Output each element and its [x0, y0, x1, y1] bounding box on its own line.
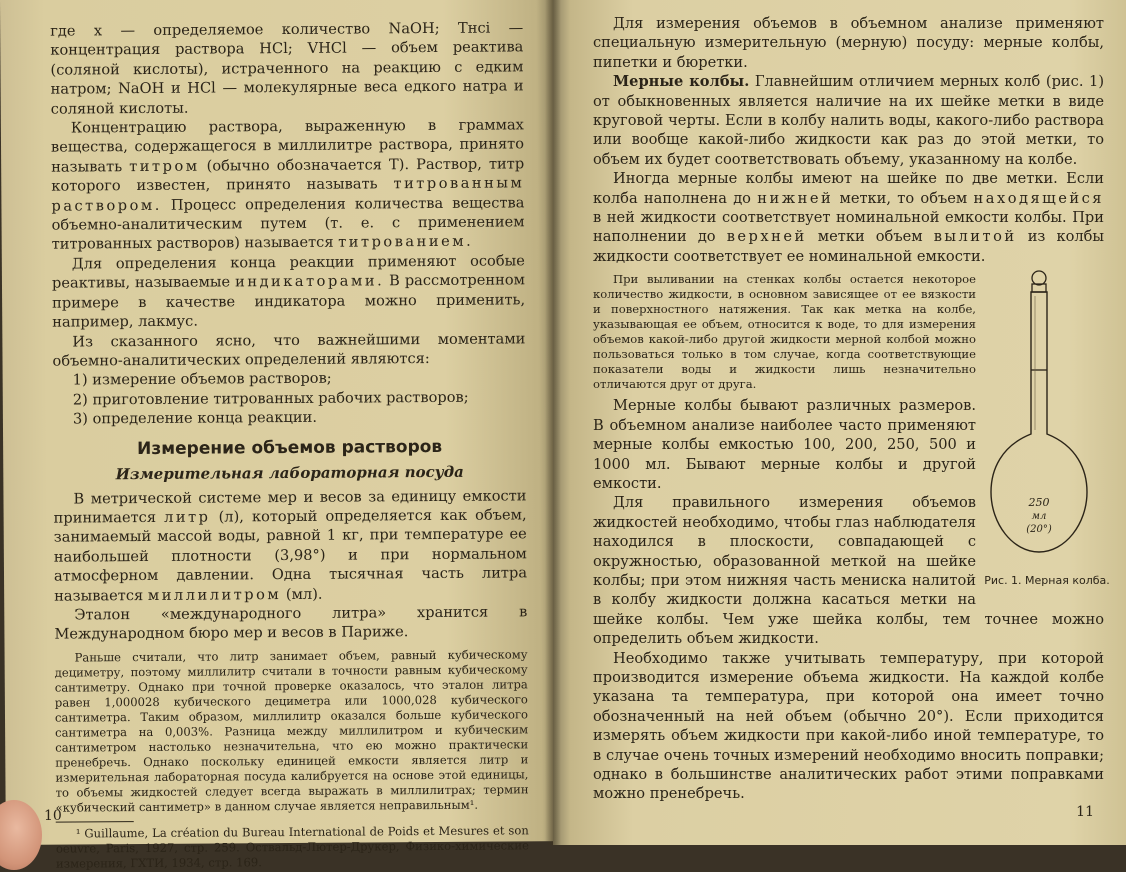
steps-list [53, 368, 526, 430]
volumetric-flask-illustration [991, 270, 1103, 570]
titer-paragraph [51, 115, 525, 254]
term-titer: титром [129, 157, 200, 175]
term-lower: нижней [757, 189, 834, 207]
footnote-divider [56, 821, 134, 823]
section-heading: Измерение объемов растворов [137, 436, 443, 459]
text-span: Процесс определения количества вещества объемно-аналитическим путем (т. е. с применением титрованных растворов) называется [51, 194, 525, 254]
text-span: метки, то объем [839, 189, 968, 207]
intro-paragraph: где x — определяемое количество NaOH; Tнсi — концентрация раствора HCl; VHCl — объем реактива (соляной кислоты), истраченного на реакцию с едким натром; NaOH и HCl — молекулярные веса едкого натра и соляной кислоты. [50, 19, 524, 118]
term-poured: вылитой [933, 228, 1017, 246]
moments-paragraph: Из сказанного ясно, что важнейшими моментами объемно-аналитических определений являются: [52, 329, 526, 370]
text-span: из колбы жидкости соответствует ее номинальной емкости. [593, 228, 1105, 265]
small-print-paragraph: Раньше считали, что литр занимает объем, равный кубическому дециметру, поэтому миллилитр считали в точности равным кубическому сантиметру. Однако при точной проверке оказалось, что эталон литра равен 1,000028 кубического дециметра или 1000,028 кубического сантиметра. Таким образом, миллилитр оказался больше кубического сантиметра на 0,003%. Разница между миллилитром и кубическим сантиметром настолько незначительна, что ею можно практически пренебречь. Однако поскольку единицей емкости является литр и измерительная лабораторная посуда калибруется на основе этой единицы, то объемы жидкостей следует всегда выражать в миллилитрах; термин «кубический сантиметр» в данном случае является неправильным¹. [54, 647, 529, 815]
small-print-paragraph: При выливании на стенках колбы остается некоторое количество жидкости, в основном зависящее от ее вязкости и поверхностного натяжения. Так как метка на колбе, указывающая ее объем, относится к воде, то для измерения объемов какой-либо другой жидкости мерной колбой можно пользоваться только в том случае, когда соответствующие показатели воды и жидкости лишь незначительно отличаются друг от друга. [593, 272, 976, 392]
text-span: (мл). [285, 585, 323, 603]
text-span: (обычно обозначается T). Раствор, титр которого известен, принято называть [51, 155, 525, 195]
term-titrated-solution: титрованным раствором. [51, 174, 525, 215]
footnote: ¹ Guillaume, La création du Bureau International de Poids et Mesures et son oeuvre, Paris, 1927, стр. 259. Оствальд-Лютер-Друкер, Физико-химические измерения, ГХТИ, 1934, стр. 169. [55, 823, 529, 871]
temperature-paragraph: Необходимо также учитывать температуру, при которой производится измерение объема жидкости. На каждой колбе указана та температура, при которой она имеет точно обозначенный на ней объем (обычно 20°). Если приходится измерять объем жидкости при какой-либо иной температуре, то в случае очень точных измерений необходимо вносить поправки; однако в большинстве аналитических работ этими поправками можно пренебречь. [593, 649, 1104, 803]
indicators-paragraph [52, 251, 526, 332]
etalon-paragraph: Эталон «международного литра» хранится в Международном бюро мер и весов в Париже. [54, 603, 528, 644]
sizes-paragraph: Мерные колбы бывают различных размеров. В объемном анализе наиболее часто применяют мерные колбы емкостью 100, 200, 250, 500 и 1000 мл. Бывают мерные колбы и другой емкости. [593, 397, 976, 492]
text-span: В метрической системе мер и весов за единицу емкости принимается [53, 486, 527, 527]
page-number-left: 10 [44, 808, 62, 824]
flask-label-unit: мл [1031, 511, 1047, 523]
text-span: в ней жидкости соответствует номинальной емкости колбы. При наполнении до [593, 209, 1104, 246]
liter-paragraph [53, 486, 527, 606]
two-marks-paragraph [593, 169, 1104, 266]
intro-paragraph: Для измерения объемов в объемном анализе применяют специальную измерительную (мерную) посуду: мерные колбы, пипетки и бюретки. [593, 15, 1104, 71]
text-span: Для определения конца реакции применяют особые реактивы, называемые [51, 252, 525, 292]
term-upper: верхней [726, 228, 807, 246]
term-indicators: индикаторами. [235, 272, 385, 291]
eye-paragraph: Для правильного измерения объемов жидкостей необходимо, чтобы глаз наблюдателя находился в плоскости, совпадающей с окружностью, образованной меткой на шейке колбы; при этом нижняя часть мениска налитой в колбу жидкости должна касаться метки на шейке колбы. Чем уже шейка колбы, тем точнее можно определить объем жидкости. [593, 494, 1104, 648]
text-span: Иногда мерные колбы имеют на шейке по две метки. Если колба наполнена до [593, 170, 1104, 207]
book-gutter [545, 0, 561, 845]
page-number-right: 11 [1076, 804, 1094, 820]
figure-caption: Рис. 1. Мерная колба. [984, 574, 1110, 588]
term-titration: титрованием. [338, 233, 474, 252]
text-span: Главнейшим отличием мерных колб (рис. 1) от обыкновенных является наличие на их шейке метки в виде круговой черты. Если в колбу налить воды, какого-либо раствора или вообще какой-либо жидкости как раз до этой метки, то объем их будет соответствовать объему, указанному на колбе. [593, 73, 1105, 168]
list-item: 2) приготовление титрованных рабочих растворов; [72, 388, 469, 409]
flask-label-temperature: (20°) [1026, 524, 1052, 536]
figure-flask [984, 270, 1110, 588]
text-span: Концентрацию раствора, выраженную в граммах вещества, содержащегося в миллилитре раствора, принято называть [50, 116, 525, 176]
right-page [553, 0, 1126, 845]
text-span: В рассмотренном примере в качестве индикатора можно применить, например, лакмус. [52, 271, 526, 331]
list-item: 3) определение конца реакции. [72, 408, 317, 428]
term-milliliter: миллилитром [147, 585, 282, 604]
subsection-heading: Измерительная лабораторная посуда [115, 462, 464, 483]
flasks-paragraph [593, 72, 1104, 169]
list-item: 1) измерение объемов растворов; [72, 370, 332, 389]
term-liter: литр [164, 508, 211, 526]
term-located: находящейся [973, 189, 1104, 207]
text-span: метки объем [817, 228, 923, 246]
text-span: (л), который определяется как объем, занимаемый массой воды, равной 1 кг, при температуре ее наибольшей плотности (3,98°) и при нормальном атмосферном давлении. Одна тысячная часть литра называется [53, 506, 528, 605]
flask-label-volume: 250 [1028, 496, 1050, 510]
left-page [0, 0, 559, 871]
flasks-lead: Мерные колбы. [613, 73, 750, 91]
